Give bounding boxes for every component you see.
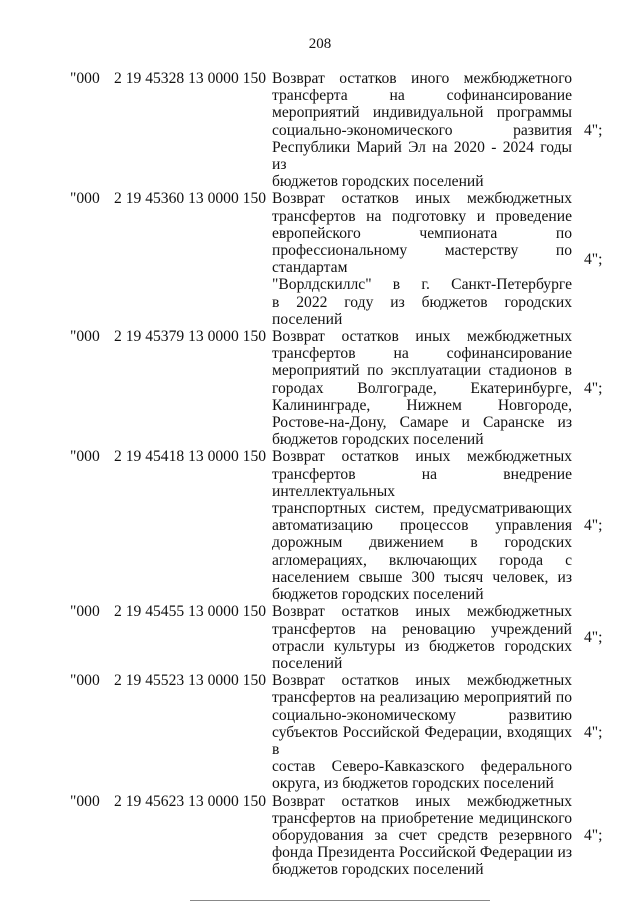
description-line: трансфертов на софинансирование — [272, 345, 572, 363]
entry-prefix: "000 — [70, 190, 100, 208]
description-line: трансфертов на реализацию мероприятий по — [272, 689, 572, 707]
description-line: трансфертов на приобретение медицинского — [272, 809, 572, 827]
description-line: Калининграде, Нижнем Новгороде, — [272, 396, 572, 414]
description-line: Возврат остатков иных межбюджетных — [272, 448, 572, 466]
description-line: трансферта на софинансирование — [272, 87, 572, 105]
description-line: Возврат остатков иного межбюджетного — [272, 70, 572, 87]
description-line: Возврат остатков иных межбюджетных — [272, 328, 572, 346]
entry-prefix: "000 — [70, 792, 100, 810]
description-line: оборудования за счет средств резервного — [272, 826, 572, 844]
description-line: автоматизацию процессов управления — [272, 517, 572, 535]
description-line: бюджетов городских поселений — [272, 586, 484, 604]
entry-tail: 4"; — [584, 723, 603, 741]
entry-tail: 4"; — [584, 121, 603, 139]
description-line: бюджетов городских поселений — [272, 173, 484, 191]
code-entry — [0, 190, 640, 328]
code-entry — [0, 603, 640, 672]
description-line: населением свыше 300 тысяч человек, из — [272, 568, 572, 586]
code-entry — [0, 70, 640, 190]
entry-prefix: "000 — [70, 448, 100, 466]
description-line: в 2022 году из бюджетов городских поселений — [272, 293, 572, 328]
description-line: социально-экономического развития — [272, 121, 572, 139]
description-line: трансфертов на реновацию учреждений — [272, 620, 572, 638]
entry-tail: 4"; — [584, 379, 603, 397]
description-line: социально-экономическому развитию — [272, 706, 572, 724]
description-line: отрасли культуры из бюджетов городских — [272, 637, 572, 655]
description-line: Ростове-на-Дону, Самаре и Саранске из — [272, 414, 572, 432]
code-entry — [0, 328, 640, 448]
budget-classification-code: 2 19 45455 13 0000 150 — [114, 603, 267, 621]
entry-description — [272, 328, 572, 448]
entry-description — [272, 70, 572, 190]
budget-classification-code: 2 19 45360 13 0000 150 — [114, 190, 267, 208]
description-line: поселений — [272, 654, 343, 672]
budget-classification-code: 2 19 45523 13 0000 150 — [114, 672, 267, 690]
entry-tail: 4"; — [584, 517, 603, 535]
entry-tail: 4"; — [584, 629, 603, 647]
entry-description — [272, 603, 572, 672]
description-line: трансфертов на подготовку и проведение — [272, 207, 572, 225]
entry-description — [272, 448, 572, 603]
description-line: транспортных систем, предусматривающих — [272, 500, 572, 518]
description-line: Возврат остатков иных межбюджетных — [272, 792, 572, 810]
scan-edge-line — [190, 900, 490, 901]
description-line: округа, из бюджетов городских поселений — [272, 775, 554, 793]
description-line: мероприятий индивидуальной программы — [272, 104, 572, 122]
entry-prefix: "000 — [70, 70, 100, 87]
description-line: Возврат остатков иных межбюджетных — [272, 190, 572, 208]
entry-tail: 4"; — [584, 826, 603, 844]
description-line: трансфертов на внедрение интеллектуальных — [272, 465, 572, 500]
budget-code-list — [0, 70, 640, 879]
description-line: фонда Президента Российской Федерации из — [272, 844, 572, 862]
description-line: агломерациях, включающих города с — [272, 551, 572, 569]
budget-classification-code: 2 19 45379 13 0000 150 — [114, 328, 267, 346]
entry-description — [272, 672, 572, 792]
description-line: Возврат остатков иных межбюджетных — [272, 672, 572, 690]
budget-classification-code: 2 19 45418 13 0000 150 — [114, 448, 267, 466]
entry-description — [272, 793, 572, 879]
description-line: мероприятий по эксплуатации стадионов в — [272, 362, 572, 380]
budget-classification-code: 2 19 45623 13 0000 150 — [114, 792, 267, 810]
description-line: бюджетов городских поселений — [272, 431, 484, 449]
description-line: субъектов Российской Федерации, входящих в — [272, 723, 572, 758]
description-line: европейского чемпионата по — [272, 224, 572, 242]
entry-prefix: "000 — [70, 328, 100, 346]
entry-prefix: "000 — [70, 603, 100, 621]
description-line: бюджетов городских поселений — [272, 861, 484, 879]
page-number: 208 — [308, 36, 332, 52]
code-entry — [0, 793, 640, 879]
description-line: Республики Марий Эл на 2020 - 2024 годы из — [272, 138, 572, 174]
code-entry — [0, 448, 640, 603]
description-line: городах Волгограде, Екатеринбурге, — [272, 379, 572, 397]
description-line: состав Северо-Кавказского федерального — [272, 758, 572, 776]
entry-description — [272, 190, 572, 328]
entry-prefix: "000 — [70, 672, 100, 690]
description-line: дорожным движением в городских — [272, 534, 572, 552]
description-line: профессиональному мастерству по стандартам — [272, 242, 572, 277]
description-line: Возврат остатков иных межбюджетных — [272, 603, 572, 621]
budget-classification-code: 2 19 45328 13 0000 150 — [114, 70, 267, 87]
entry-tail: 4"; — [584, 250, 603, 268]
description-line: "Ворлдскиллс" в г. Санкт-Петербурге — [272, 276, 572, 294]
code-entry — [0, 672, 640, 792]
